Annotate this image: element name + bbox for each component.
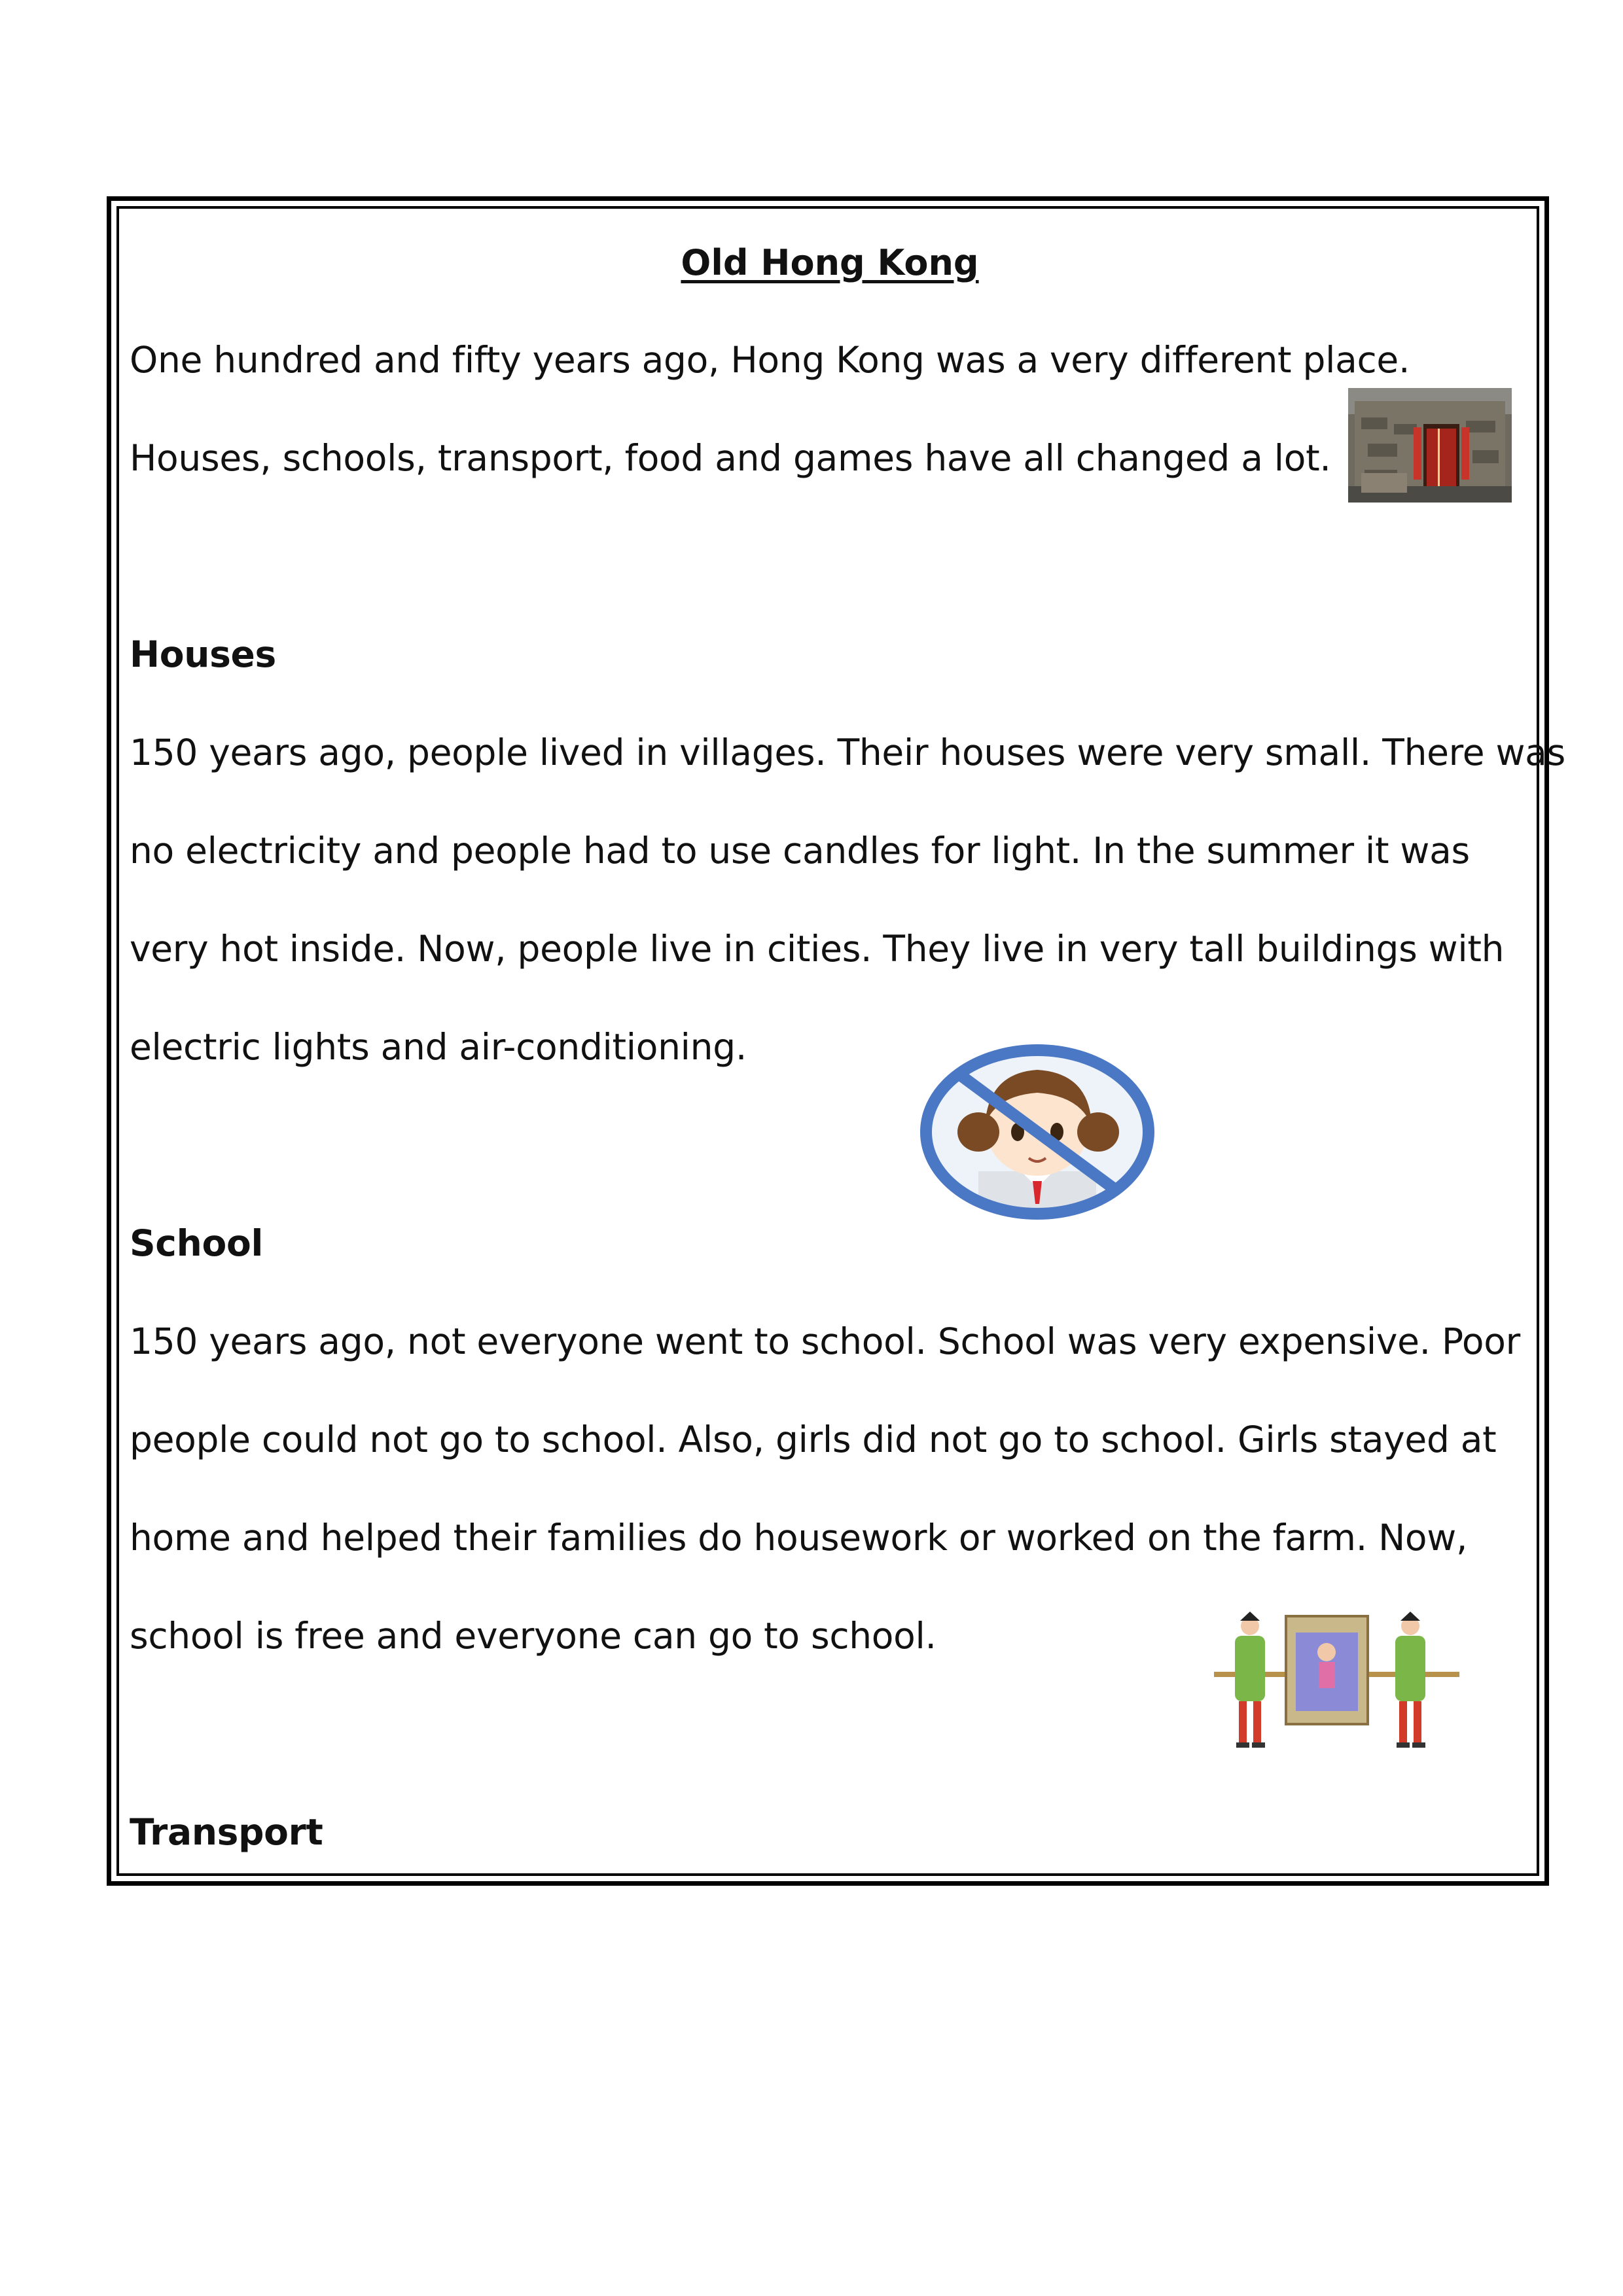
intro-line-1: One hundred and fifty years ago, Hong Kong was a very different place.	[130, 339, 1410, 381]
no-girls-sign-illustration	[916, 1040, 1158, 1227]
houses-line-3: very hot inside. Now, people live in cities. They live in very tall buildings with	[130, 928, 1505, 970]
document-title: Old Hong Kong	[681, 242, 979, 283]
heading-transport: Transport	[130, 1811, 323, 1853]
houses-line-1: 150 years ago, people lived in villages. Their houses were very small. There was	[130, 732, 1565, 773]
houses-line-4: electric lights and air-conditioning.	[130, 1026, 747, 1068]
heading-school: School	[130, 1222, 263, 1264]
houses-line-2: no electricity and people had to use candles for light. In the summer it was	[130, 830, 1470, 872]
school-line-1: 150 years ago, not everyone went to school. School was very expensive. Poor	[130, 1320, 1520, 1362]
school-line-3: home and helped their families do housework or worked on the farm. Now,	[130, 1517, 1468, 1559]
heading-houses: Houses	[130, 633, 276, 675]
school-line-4: school is free and everyone can go to school.	[130, 1615, 936, 1657]
sedan-chair-illustration	[1214, 1606, 1459, 1770]
intro-line-2: Houses, schools, transport, food and games have all changed a lot.	[130, 437, 1331, 479]
school-line-2: people could not go to school. Also, girls did not go to school. Girls stayed at	[130, 1419, 1497, 1460]
village-house-photo	[1348, 388, 1512, 503]
